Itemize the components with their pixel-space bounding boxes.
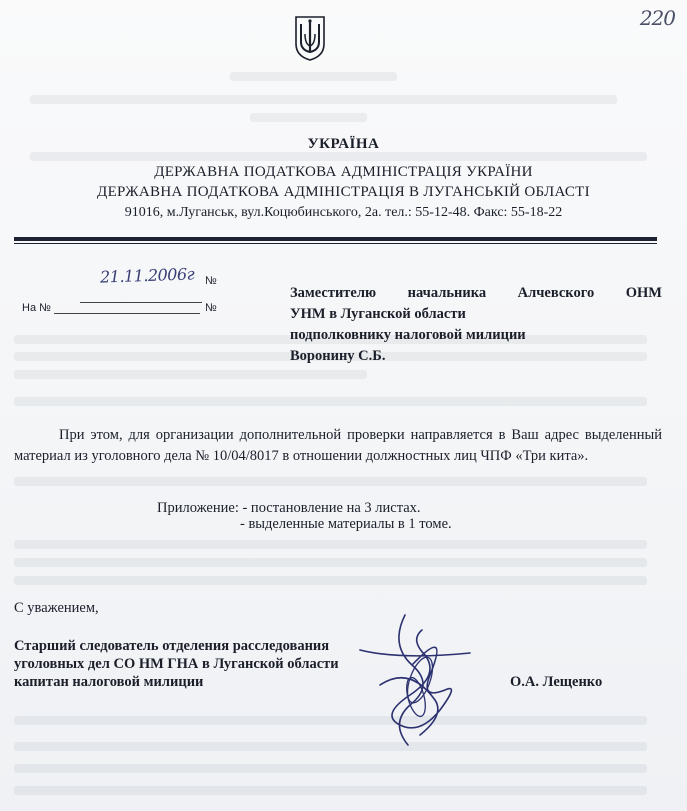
addressee-block — [290, 283, 662, 367]
signatory-name: О.А. Лещенко — [510, 674, 603, 690]
bleed-through-line — [30, 95, 617, 104]
addressee-line: подполковнику налоговой милиции — [290, 327, 526, 343]
bleed-through-line — [14, 786, 647, 795]
bleed-through-line — [14, 558, 647, 567]
bleed-through-line — [250, 113, 367, 122]
handwritten-signature-icon — [350, 605, 480, 755]
bleed-through-line — [14, 576, 647, 585]
handwritten-page-number: 220 — [639, 6, 675, 30]
addressee-line: Воронину С.Б. — [290, 348, 386, 364]
bleed-through-line — [230, 72, 397, 81]
header-rule-thin — [14, 243, 657, 244]
bleed-through-line — [30, 152, 647, 161]
signatory-title-line: капитан налоговой милиции — [14, 674, 204, 690]
bleed-through-line — [14, 742, 647, 751]
signatory-title — [14, 637, 339, 691]
handwritten-date: 21.11.2006г — [99, 264, 195, 287]
organization-line-1: ДЕРЖАВНА ПОДАТКОВА АДМІНІСТРАЦІЯ УКРАЇНИ — [154, 164, 533, 180]
addressee-line: Заместителю начальника Алчевского ОНМ — [290, 285, 662, 301]
signatory-title-line: Старший следователь отделения расследования — [14, 638, 330, 654]
appendix-line: - выделенные материалы в 1 томе. — [240, 516, 452, 532]
date-line — [80, 286, 202, 303]
number-label: № — [205, 275, 217, 287]
bleed-through-line — [14, 477, 647, 486]
bleed-through-line — [14, 397, 647, 406]
bleed-through-line — [14, 540, 647, 549]
body-paragraph: При этом, для организации дополнительной проверки направляется в Ваш адрес выделенный материал из уголовного дела № 10/04/8017 в отношении должностных лиц ЧПФ «Три кита». — [14, 427, 662, 464]
reference-number-label: № — [205, 302, 217, 314]
bleed-through-line — [14, 716, 647, 725]
trident-emblem-icon — [293, 14, 327, 62]
organization-address: 91016, м.Луганськ, вул.Коцюбинського, 2а. тел.: 55-12-48. Факс: 55-18-22 — [124, 205, 563, 220]
header-rule-thick — [14, 237, 657, 241]
bleed-through-line — [14, 764, 647, 773]
signatory-title-line: уголовных дел СО НМ ГНА в Луганской области — [14, 656, 339, 672]
addressee-line: УНМ в Луганской области — [290, 306, 466, 322]
closing-regards: С уважением, — [14, 600, 99, 616]
organization-line-2: ДЕРЖАВНА ПОДАТКОВА АДМІНІСТРАЦІЯ В ЛУГАНСЬКІЙ ОБЛАСТІ — [97, 184, 590, 200]
reference-label: На № — [22, 302, 51, 314]
bleed-through-line — [14, 370, 367, 379]
country-heading: УКРАЇНА — [307, 136, 380, 152]
appendix-line: Приложение: - постановление на 3 листах. — [157, 500, 421, 516]
reference-line — [54, 313, 200, 314]
